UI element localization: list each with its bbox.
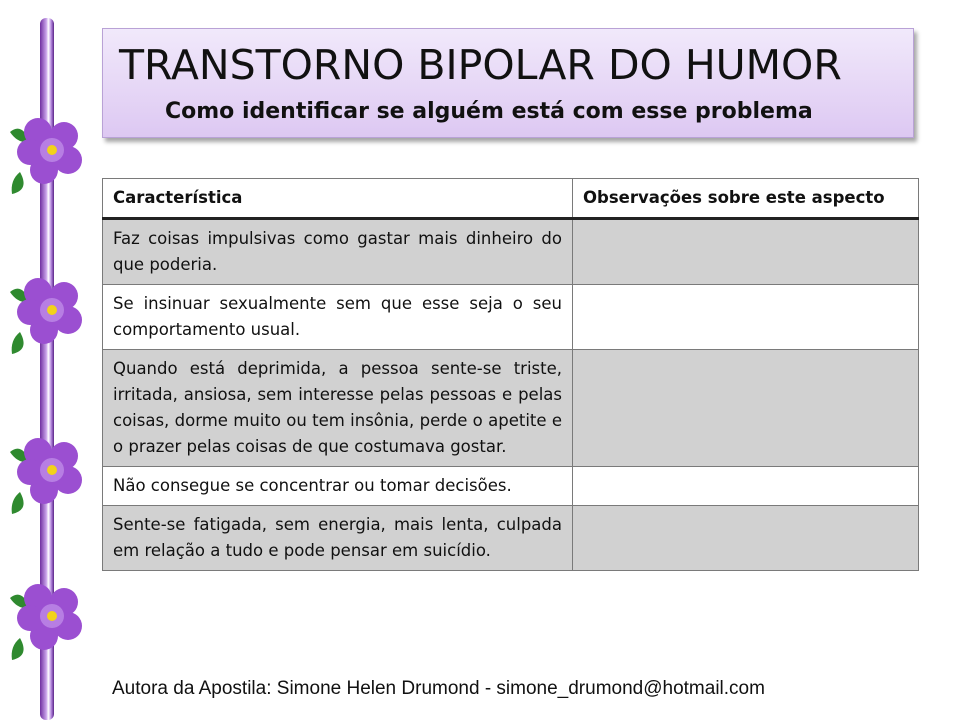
- author-footer: Autora da Apostila: Simone Helen Drumond - simone_drumond@hotmail.com: [112, 678, 765, 699]
- flower-icon: [0, 422, 90, 522]
- header-caracteristica: Característica: [103, 179, 573, 219]
- flower-icon: [0, 568, 90, 668]
- page-subtitle: Como identificar se alguém está com esse problema: [165, 99, 813, 124]
- table-header-row: [103, 179, 919, 219]
- table-row: [103, 350, 919, 467]
- header-observacoes: Observações sobre este aspecto: [573, 179, 919, 219]
- caracteristica-cell: Quando está deprimida, a pessoa sente-se triste, irritada, ansiosa, sem interesse pelas pessoas e pelas coisas, dorme muito ou tem insônia, perde o apetite e o prazer pelas coisas de que costumava gostar.: [103, 350, 573, 467]
- observacoes-cell: [573, 285, 919, 350]
- table-row: [103, 285, 919, 350]
- flower-icon: [0, 262, 90, 362]
- observacoes-cell: [573, 467, 919, 506]
- observacoes-cell: [573, 219, 919, 285]
- table-row: [103, 506, 919, 571]
- caracteristica-cell: Sente-se fatigada, sem energia, mais lenta, culpada em relação a tudo e pode pensar em suicídio.: [103, 506, 573, 571]
- observacoes-cell: [573, 350, 919, 467]
- observacoes-cell: [573, 506, 919, 571]
- caracteristica-cell: Faz coisas impulsivas como gastar mais dinheiro do que poderia.: [103, 219, 573, 285]
- caracteristica-cell: Se insinuar sexualmente sem que esse seja o seu comportamento usual.: [103, 285, 573, 350]
- caracteristica-cell: Não consegue se concentrar ou tomar decisões.: [103, 467, 573, 506]
- page-title: TRANSTORNO BIPOLAR DO HUMOR: [119, 41, 842, 89]
- title-box: [102, 28, 914, 138]
- flower-icon: [0, 102, 90, 202]
- table-row: [103, 467, 919, 506]
- characteristics-table: [102, 178, 919, 571]
- table-row: [103, 219, 919, 285]
